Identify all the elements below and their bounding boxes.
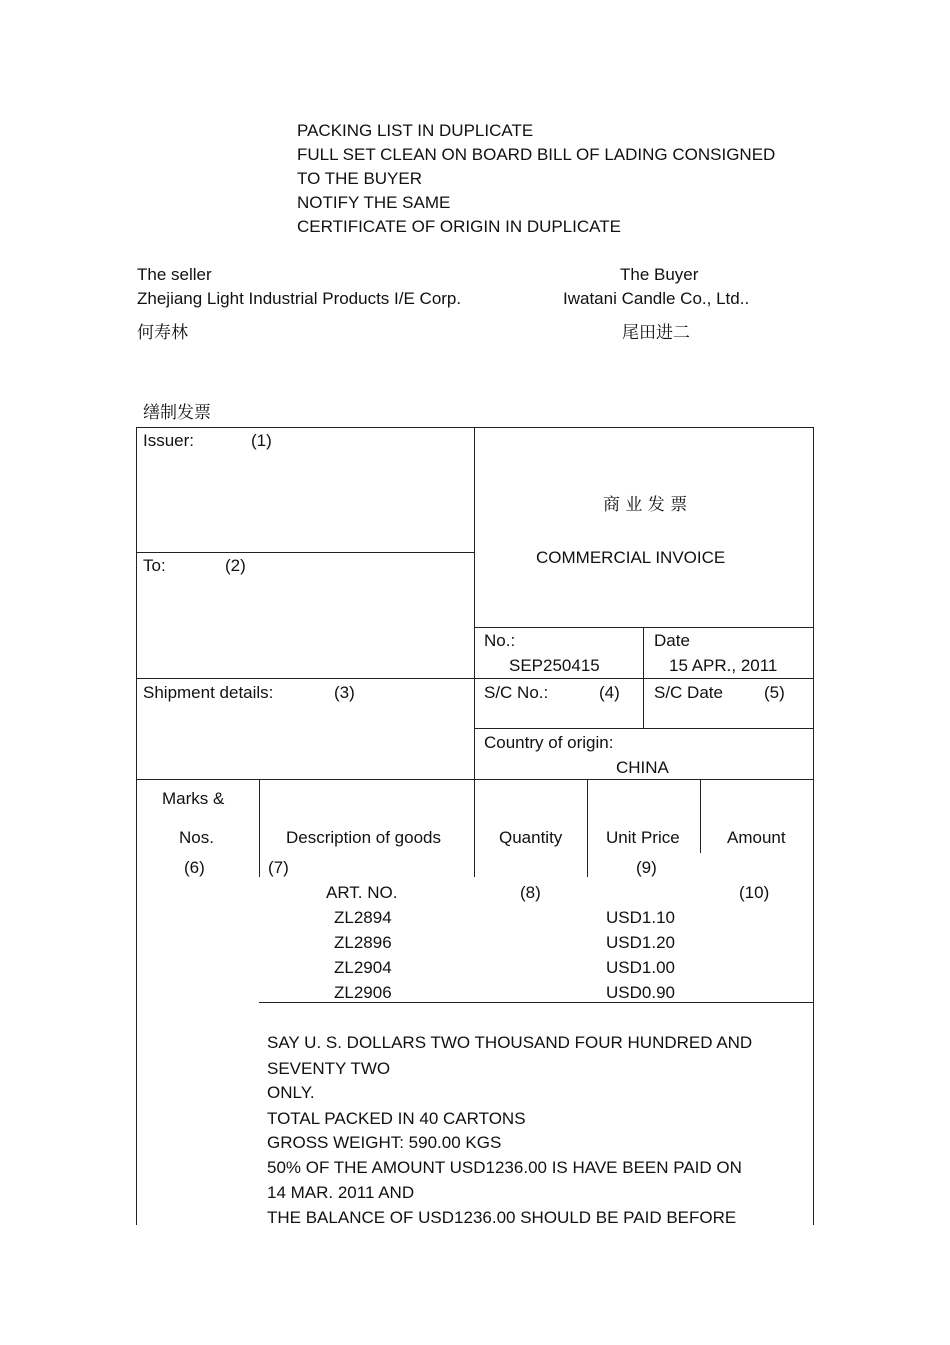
documents-item: NOTIFY THE SAME — [297, 193, 451, 212]
documents-item: PACKING LIST IN DUPLICATE — [297, 121, 534, 140]
section-heading: 缮制发票 — [143, 403, 211, 423]
remarks-line: GROSS WEIGHT: 590.00 KGS — [267, 1133, 502, 1152]
unit-price-ref: (9) — [636, 858, 657, 877]
seller-signatory: 何寿林 — [137, 323, 188, 343]
grid-line — [700, 779, 701, 853]
marks-header-line1: Marks & — [162, 789, 225, 808]
seller-name: Zhejiang Light Industrial Products I/E Corp. — [137, 289, 462, 308]
remarks-line: 50% OF THE AMOUNT USD1236.00 IS HAVE BEEN PAID ON — [267, 1158, 742, 1177]
description-header: Description of goods — [286, 828, 441, 847]
unit-price-cell: USD0.90 — [606, 983, 675, 1002]
documents-item: FULL SET CLEAN ON BOARD BILL OF LADING CONSIGNED — [297, 145, 776, 164]
sc-no-ref: (4) — [599, 683, 620, 702]
grid-line — [136, 779, 814, 780]
remarks-line: 14 MAR. 2011 AND — [267, 1183, 415, 1202]
sc-date-label: S/C Date — [654, 683, 723, 702]
art-no-cell: ZL2894 — [334, 908, 392, 927]
buyer-label: The Buyer — [620, 265, 699, 284]
grid-line — [136, 427, 814, 428]
grid-line — [136, 678, 814, 679]
invoice-title-en: COMMERCIAL INVOICE — [536, 548, 726, 567]
remarks-line: ONLY. — [267, 1083, 315, 1102]
grid-line — [474, 728, 814, 729]
issuer-ref: (1) — [251, 431, 272, 450]
invoice-title-cn: 商 业 发 票 — [603, 495, 688, 515]
documents-item: TO THE BUYER — [297, 169, 423, 188]
shipment-label: Shipment details: — [143, 683, 274, 702]
grid-line — [259, 779, 260, 877]
remarks-line: SAY U. S. DOLLARS TWO THOUSAND FOUR HUNDRED AND — [267, 1033, 753, 1052]
origin-value: CHINA — [616, 758, 669, 777]
art-no-cell: ZL2904 — [334, 958, 392, 977]
marks-header-line2: Nos. — [179, 828, 214, 847]
amount-ref: (10) — [739, 883, 770, 902]
description-ref: (7) — [268, 858, 289, 877]
seller-label: The seller — [137, 265, 212, 284]
unit-price-cell: USD1.00 — [606, 958, 675, 977]
remarks-line: TOTAL PACKED IN 40 CARTONS — [267, 1109, 526, 1128]
sc-date-ref: (5) — [764, 683, 785, 702]
unit-price-header: Unit Price — [606, 828, 680, 847]
buyer-signatory: 尾田进二 — [622, 323, 690, 343]
unit-price-cell: USD1.10 — [606, 908, 675, 927]
remarks-line: THE BALANCE OF USD1236.00 SHOULD BE PAID BEFORE — [267, 1208, 737, 1227]
invoice-no-value: SEP250415 — [509, 656, 600, 675]
grid-line — [136, 552, 474, 553]
documents-item: CERTIFICATE OF ORIGIN IN DUPLICATE — [297, 217, 621, 236]
marks-ref: (6) — [184, 858, 205, 877]
invoice-no-label: No.: — [484, 631, 516, 650]
to-label: To: — [143, 556, 166, 575]
grid-line — [136, 427, 137, 1225]
grid-line — [474, 427, 475, 877]
quantity-header: Quantity — [499, 828, 563, 847]
shipment-ref: (3) — [334, 683, 355, 702]
origin-label: Country of origin: — [484, 733, 614, 752]
buyer-name: Iwatani Candle Co., Ltd.. — [563, 289, 750, 308]
grid-line — [587, 779, 588, 877]
art-no-cell: ZL2906 — [334, 983, 392, 1002]
invoice-date-value: 15 APR., 2011 — [669, 656, 778, 675]
unit-price-cell: USD1.20 — [606, 933, 675, 952]
quantity-ref: (8) — [520, 883, 541, 902]
grid-line — [813, 427, 814, 1225]
grid-line — [643, 627, 644, 728]
amount-header: Amount — [727, 828, 786, 847]
remarks-line: SEVENTY TWO — [267, 1059, 391, 1078]
grid-line — [474, 627, 814, 628]
invoice-date-label: Date — [654, 631, 690, 650]
sc-no-label: S/C No.: — [484, 683, 549, 702]
art-no-label: ART. NO. — [326, 883, 398, 902]
to-ref: (2) — [225, 556, 246, 575]
art-no-cell: ZL2896 — [334, 933, 392, 952]
issuer-label: Issuer: — [143, 431, 195, 450]
